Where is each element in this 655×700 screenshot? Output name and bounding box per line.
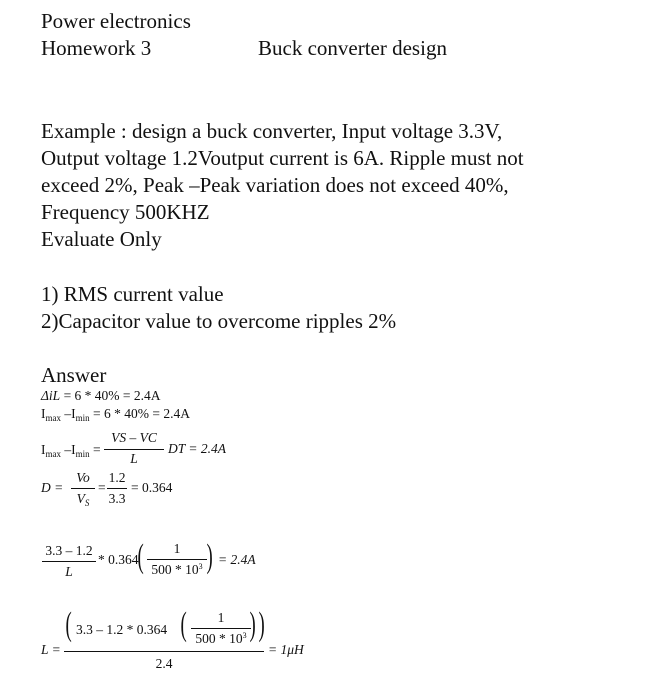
eq3-sub-min: min [75,449,90,459]
eq4-num1: Vo [76,470,90,485]
eq6-outer-left-paren: ( [65,606,72,643]
homework-label: Homework 3 [41,36,152,60]
eq4-num2: 1.2 [108,470,126,485]
equation-delta-il [41,388,161,404]
eq4-bar2 [107,488,127,489]
eq5-left-paren: ( [137,538,144,575]
eq4-equals: = [98,480,106,495]
eq5-fraction-bar [42,561,96,562]
eq5-numerator: 3.3 – 1.2 [45,543,93,558]
eq4-den1 [70,491,96,508]
eq6-outer-right-paren: ) [258,606,265,643]
eq6-denominator: 2.4 [155,656,173,671]
eq6-inner-num: 1 [217,610,225,625]
topic-title: Buck converter design [258,36,447,60]
eq3-numerator: VS – VC [111,430,157,445]
eq3-imax: I [41,442,46,457]
problem-line: Frequency 500KHZ [41,200,210,224]
eq6-inner-den [190,631,252,647]
problem-line: Example : design a buck converter, Input voltage 3.3V, [41,119,503,143]
answer-heading: Answer [41,363,107,387]
eq3-imin: –I [61,442,76,457]
eq6-numerator-text: 3.3 – 1.2 * 0.364 [76,622,168,637]
eq3-rhs: DT = 2.4A [168,441,226,456]
eq1-rhs: = 6 * 40% = 2.4A [63,388,161,403]
eq6-rhs: = 1μH [268,642,304,657]
eq4-den1-v: V [76,491,85,506]
eq4-den1-sub: S [84,498,90,508]
eq1-lhs: ΔiL [41,388,61,403]
eq4-lhs: D = [41,480,64,495]
problem-line: exceed 2%, Peak –Peak variation does not exceed 40%, [41,173,509,197]
eq5-rhs: = 2.4A [218,552,256,567]
eq5-inner-den-base: 500 * 10 [151,562,199,577]
eq6-lhs: L = [41,642,61,657]
eq5-inner-num: 1 [173,541,181,556]
eq4-bar1 [71,488,95,489]
eq6-main-bar [64,651,264,652]
eq3-lhs [41,442,101,459]
problem-line: Output voltage 1.2Voutput current is 6A. Ripple must not [41,146,524,170]
eq4-rhs: = 0.364 [131,480,173,495]
eq6-inner-den-exp: 3 [242,631,247,640]
eq5-inner-den [146,562,208,578]
eq2-rhs: = 6 * 40% = 2.4A [93,406,190,421]
eq4-den2: 3.3 [108,491,126,506]
eq6-inner-den-base: 500 * 10 [195,631,243,646]
problem-line: Evaluate Only [41,227,162,251]
task-item: 2)Capacitor value to overcome ripples 2% [41,309,397,333]
eq5-right-paren: ) [206,538,213,575]
eq2-imin: –I [61,406,76,421]
task-item: 1) RMS current value [41,282,224,306]
eq2-imax: I [41,406,46,421]
eq3-denominator: L [130,451,138,466]
eq3-sub-max: max [45,449,61,459]
eq6-inner-left-paren: ( [180,606,187,643]
eq5-denominator: L [65,564,73,579]
eq5-inner-den-exp: 3 [198,562,203,571]
eq3-fraction-bar [104,449,164,450]
equation-imax-imin [41,406,190,423]
eq2-sub-max: max [45,413,61,423]
eq5-inner-bar [147,559,207,560]
eq6-inner-right-paren: ) [249,606,256,643]
eq2-sub-min: min [75,413,90,423]
eq3-equals: = [93,442,101,457]
eq6-inner-bar [191,628,251,629]
eq5-multiplier: * 0.364 [98,552,139,567]
course-title: Power electronics [41,9,191,33]
